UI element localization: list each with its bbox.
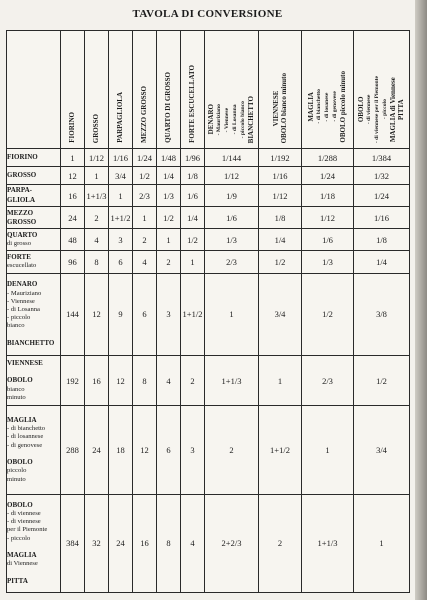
column-header-sub: - Mauriziano: [216, 103, 223, 135]
column-header-tail: MAGLIA di Viennese: [389, 76, 398, 142]
table-cell: 4: [157, 355, 181, 405]
table-cell: 1+1/2: [109, 207, 133, 229]
row-header-sub: - piccolo: [7, 534, 31, 542]
column-header: [109, 31, 133, 149]
column-header: [302, 31, 354, 149]
table-cell: 1/2: [259, 251, 302, 273]
table-cell: 2: [259, 494, 302, 593]
column-header: [133, 31, 157, 149]
row-header-name: QUARTO: [7, 231, 38, 240]
table-cell: 1: [133, 207, 157, 229]
table-cell: 1: [61, 149, 85, 167]
row-header-tail-sub: di Viennese: [7, 560, 38, 568]
row-header-name: FORTE: [7, 253, 31, 262]
table-cell: 24: [109, 494, 133, 593]
table-cell: 12: [85, 273, 109, 355]
table-cell: 1: [205, 273, 259, 355]
table-cell: 6: [157, 406, 181, 494]
table-cell: 1+1/2: [181, 273, 205, 355]
table-cell: 1/16: [259, 167, 302, 185]
column-header-sub: - piccolo bianco: [240, 100, 247, 138]
row-header-tail: OBOLO: [7, 458, 33, 467]
table-cell: 1/12: [259, 185, 302, 207]
column-header-tail: BIANCHETTO: [247, 95, 256, 143]
table-cell: 3/4: [354, 406, 410, 494]
column-header-text: [188, 65, 196, 143]
row-header-tail: MAGLIA: [7, 550, 37, 559]
table-row: [7, 149, 410, 167]
table-cell: 2/3: [205, 251, 259, 273]
column-header-tail: OBOLO bianco minuto: [280, 72, 288, 143]
row-header-sub: - di viennese: [7, 509, 41, 517]
page-title: TAVOLA DI CONVERSIONE: [132, 8, 283, 20]
table-row: [7, 251, 410, 273]
column-header-sub: - piccolo: [382, 99, 389, 120]
table-cell: 1+1/3: [205, 355, 259, 405]
table-cell: 2: [133, 229, 157, 251]
column-header: [85, 31, 109, 149]
table-cell: 1/16: [354, 207, 410, 229]
row-header: [7, 207, 61, 229]
table-cell: 1+1/3: [302, 494, 354, 593]
row-header-tail2: PITTA: [7, 576, 28, 585]
table-cell: 1/96: [181, 149, 205, 167]
row-header-sub: - piccolo: [7, 314, 31, 322]
column-header: [205, 31, 259, 149]
table-cell: 2: [85, 207, 109, 229]
table-cell: 1/18: [302, 185, 354, 207]
table-cell: 2/3: [302, 355, 354, 405]
row-header-tail: OBOLO: [7, 376, 33, 385]
column-header: [157, 31, 181, 149]
table-cell: 1/2: [133, 167, 157, 185]
table-cell: 1: [259, 355, 302, 405]
column-header-row: [7, 31, 410, 149]
column-header-sub: - Viennese: [224, 107, 231, 132]
row-header-sub: di grosso: [7, 240, 31, 248]
table-cell: 1/12: [85, 149, 109, 167]
row-header-sub: - di viennese: [7, 518, 41, 526]
row-header-name2: GROSSO: [7, 217, 37, 226]
table-cell: 1/6: [181, 185, 205, 207]
table-cell: 1: [302, 406, 354, 494]
table-cell: 6: [109, 251, 133, 273]
table-cell: 2: [181, 355, 205, 405]
table-cell: 12: [133, 406, 157, 494]
table-cell: 4: [181, 494, 205, 593]
row-header-name: VIENNESE: [7, 358, 43, 367]
table-cell: 12: [61, 167, 85, 185]
row-header-tail-sub: minuto: [7, 475, 26, 483]
table-cell: 1/8: [354, 229, 410, 251]
table-row: [7, 273, 410, 355]
table-cell: 4: [85, 229, 109, 251]
row-header-sub: escucellato: [7, 262, 37, 270]
table-cell: 1/4: [157, 167, 181, 185]
table-cell: 1/4: [354, 251, 410, 273]
column-header-sub: - di viennese per il Piemonte: [374, 75, 381, 143]
table-cell: 8: [85, 251, 109, 273]
corner-cell: [7, 31, 61, 149]
column-header-name: MEZZO GROSSO: [140, 86, 149, 143]
column-header-name: QUARTO DI GROSSO: [164, 72, 173, 143]
table-cell: 1/2: [181, 229, 205, 251]
table-cell: 18: [109, 406, 133, 494]
column-header-sub: - di losanese: [324, 92, 331, 122]
row-header: [7, 406, 61, 494]
table-cell: 288: [61, 406, 85, 494]
column-header-sub: - di viennese: [366, 94, 373, 125]
table-cell: 2+2/3: [205, 494, 259, 593]
table-cell: 1+1/2: [259, 406, 302, 494]
column-header-text: [272, 73, 288, 143]
row-header: [7, 149, 61, 167]
row-header: [7, 185, 61, 207]
column-header-sub: - di genovese: [332, 92, 339, 123]
row-header-sub: per il Piemonte: [7, 526, 48, 534]
table-cell: 1/24: [354, 185, 410, 207]
table-cell: 4: [133, 251, 157, 273]
column-header-name: MAGLIA: [307, 92, 316, 122]
column-header-name: PARPAGLIOLA: [116, 92, 125, 143]
table-cell: 1/2: [302, 273, 354, 355]
row-header: [7, 167, 61, 185]
row-header: [7, 355, 61, 405]
row-header-sub: bianco: [7, 322, 25, 330]
table-cell: 1/3: [157, 185, 181, 207]
table-cell: 1/6: [302, 229, 354, 251]
row-header-tail-sub: piccolo: [7, 467, 27, 475]
table-row: [7, 229, 410, 251]
row-header-name: OBOLO: [7, 500, 33, 509]
row-header: [7, 494, 61, 593]
column-header-name: FORTE ESCUCELLATO: [188, 65, 197, 143]
row-header-tail-sub: bianco: [7, 385, 25, 393]
row-header-sub: - Mauriziano: [7, 289, 42, 297]
table-row: [7, 167, 410, 185]
table-cell: 24: [85, 406, 109, 494]
row-header-name: FIORINO: [7, 152, 38, 161]
column-header-name: OBOLO: [357, 96, 366, 123]
table-cell: 192: [61, 355, 85, 405]
table-cell: 1/4: [259, 229, 302, 251]
column-header: [181, 31, 205, 149]
table-cell: 1/24: [302, 167, 354, 185]
table-cell: 8: [133, 355, 157, 405]
column-header-name: VIENNESE: [271, 89, 280, 126]
column-header-text: [207, 96, 255, 143]
table-cell: 16: [61, 185, 85, 207]
column-header-text: [116, 92, 124, 143]
table-cell: 1/2: [354, 355, 410, 405]
column-header-text: [307, 71, 347, 143]
column-header-name: FIORINO: [68, 112, 77, 143]
column-header-text: [92, 114, 100, 143]
table-cell: 1/3: [205, 229, 259, 251]
table-cell: 3/4: [109, 167, 133, 185]
table-cell: 2: [205, 406, 259, 494]
table-cell: 1/2: [157, 207, 181, 229]
table-cell: 96: [61, 251, 85, 273]
table-cell: 9: [109, 273, 133, 355]
table-cell: 1/12: [302, 207, 354, 229]
column-header-name: DENARO: [207, 104, 216, 135]
table-cell: 6: [133, 273, 157, 355]
table-row: [7, 207, 410, 229]
table-cell: 1/12: [205, 167, 259, 185]
row-header-name2: GLIOLA: [7, 195, 36, 204]
page-edge: [415, 0, 427, 600]
table-cell: 1/48: [157, 149, 181, 167]
column-header-tail2: PITTA: [397, 98, 406, 120]
column-header-sub: - di bianchetto: [316, 89, 323, 125]
column-header: [259, 31, 302, 149]
table-cell: 2: [157, 251, 181, 273]
table-cell: 1/384: [354, 149, 410, 167]
column-header-text: [357, 76, 405, 143]
column-header: [354, 31, 410, 149]
table-cell: 1/144: [205, 149, 259, 167]
table-cell: 1/192: [259, 149, 302, 167]
table-cell: 1/4: [181, 207, 205, 229]
table-cell: 24: [61, 207, 85, 229]
table-cell: 1: [157, 229, 181, 251]
table-cell: 1: [85, 167, 109, 185]
row-header-tail: BIANCHETTO: [7, 338, 55, 347]
table-cell: 3: [157, 273, 181, 355]
table-cell: 16: [133, 494, 157, 593]
table-cell: 1/9: [205, 185, 259, 207]
table-cell: 144: [61, 273, 85, 355]
table-cell: 1/16: [109, 149, 133, 167]
column-header-text: [164, 72, 172, 143]
row-header-sub: - di bianchetto: [7, 425, 46, 433]
table-cell: 32: [85, 494, 109, 593]
table-cell: 3/8: [354, 273, 410, 355]
table-row: [7, 406, 410, 494]
table-cell: 16: [85, 355, 109, 405]
row-header: [7, 273, 61, 355]
row-header-name: DENARO: [7, 280, 38, 289]
table-cell: 1/32: [354, 167, 410, 185]
table-cell: 1/288: [302, 149, 354, 167]
row-header-name: PARPA-: [7, 186, 33, 195]
table-cell: 1+1/3: [85, 185, 109, 207]
column-header-sub: - di Losanna: [232, 104, 239, 135]
table-cell: 3/4: [259, 273, 302, 355]
table-cell: 3: [181, 406, 205, 494]
row-header-name: MEZZO: [7, 208, 34, 217]
table-cell: 1/8: [259, 207, 302, 229]
row-header: [7, 229, 61, 251]
row-header-sub: - di genovese: [7, 441, 43, 449]
table-row: [7, 355, 410, 405]
row-header-name: MAGLIA: [7, 415, 37, 424]
row-header-name: GROSSO: [7, 171, 37, 179]
column-header-tail: OBOLO piccolo minuto: [339, 71, 348, 143]
column-header-text: [140, 86, 148, 143]
column-header: [61, 31, 85, 149]
conversion-table: [6, 30, 410, 593]
table-cell: 8: [157, 494, 181, 593]
table-row: [7, 185, 410, 207]
table-cell: 48: [61, 229, 85, 251]
table-cell: 1: [181, 251, 205, 273]
column-header-name: GROSSO: [92, 113, 101, 143]
row-header: [7, 251, 61, 273]
table-cell: 1/6: [205, 207, 259, 229]
column-header-text: [68, 112, 76, 143]
table-cell: 2/3: [133, 185, 157, 207]
table-cell: 1: [109, 185, 133, 207]
table-cell: 1/8: [181, 167, 205, 185]
table-cell: 1/3: [302, 251, 354, 273]
row-header-sub: - di losannese: [7, 433, 44, 441]
table-cell: 1/24: [133, 149, 157, 167]
table-row: [7, 494, 410, 593]
table-cell: 3: [109, 229, 133, 251]
row-header-sub: - Viennese: [7, 297, 35, 305]
table-cell: 1: [354, 494, 410, 593]
table-cell: 12: [109, 355, 133, 405]
row-header-tail-sub: minuto: [7, 393, 26, 401]
row-header-sub: - di Losanna: [7, 305, 40, 313]
table-cell: 384: [61, 494, 85, 593]
